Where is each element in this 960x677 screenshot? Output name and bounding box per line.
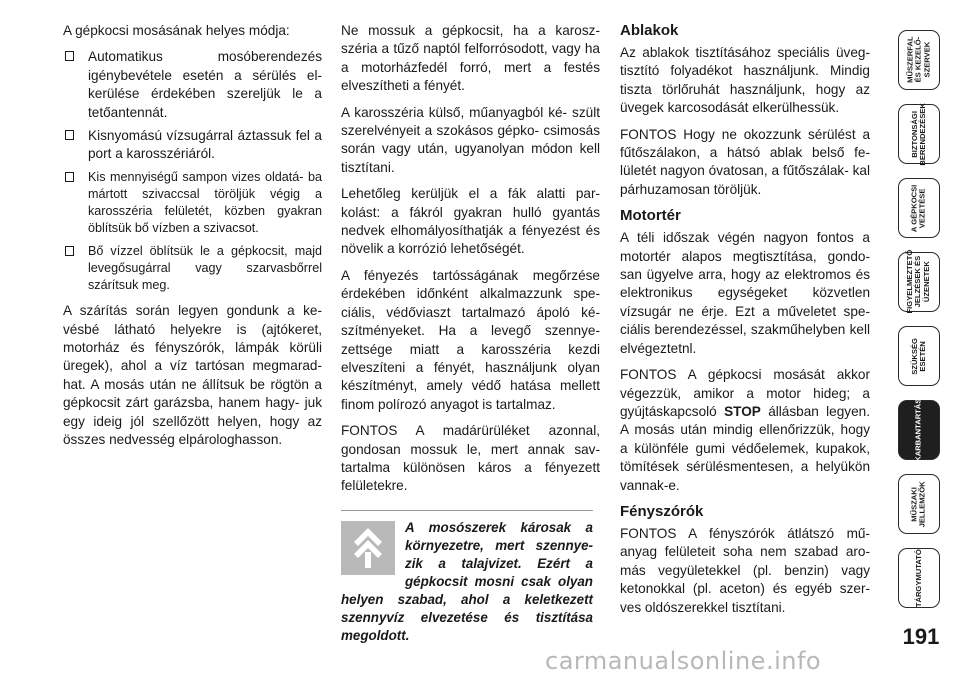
checkbox-bullet-icon bbox=[65, 246, 74, 256]
drying-paragraph: A szárítás során legyen gondunk a ke- vésbé látható helyekre is (ajtókeret, motorház és fényszórók, lámpák körüli üregek), ahol a víz tartósan megmarad- hat. A mosás után ne állítsuk be rögtön a gépkocsit zárt garázsba, hanem hagy- juk egy ideig jól szellőzött helyen, hogy az összes nedvesség elpárologhasson. bbox=[63, 303, 322, 448]
heading-headlights: Fényszórók bbox=[620, 502, 704, 520]
tab-emergency[interactable]: SZÜKSÉG ESETÉN bbox=[898, 326, 940, 386]
paragraph: Az ablakok tisztításához speciális üveg- tisztító folyadékot használjunk. Mindig tiszta törlőruhát használjunk, hogy az üvegek karcosodását elkerülhessük. bbox=[620, 45, 870, 116]
watermark: carmanualsonline.info bbox=[545, 647, 822, 675]
paragraph: A karosszéria külső, műanyagból ké- szült szerelvényeit a szokásos gépko- csimosás során vagy után, ugyanolyan módon kell tisztítani. bbox=[341, 104, 600, 175]
tab-driving[interactable]: A GÉPKOCSI VEZETÉSE bbox=[898, 178, 940, 238]
paragraph: FONTOS A madárürüléket azonnal, gondosan mossuk le, mert annak sav- tartalma különösen káros a fényezett felületekre. bbox=[341, 423, 600, 494]
paragraph: Lehetőleg kerüljük el a fák alatti par- kolást: a fákról gyakran hulló gyantás nedvek elhomályosíthatják a fényezést és növelik a korrózió lehetőségét. bbox=[341, 186, 600, 257]
tab-warnings[interactable]: FIGYELMEZTETŐ JELZÉSEK ÉS ÜZENETEK bbox=[898, 252, 940, 312]
checkbox-bullet-icon bbox=[65, 51, 74, 61]
list-item: Kis mennyiségű sampon vizes oldatá- ba mártott szivaccsal töröljük végig a karosszéria felületét, közben gyakran öblítsük bő vízben a szivacsot. bbox=[63, 169, 322, 238]
stop-label: STOP bbox=[724, 403, 761, 419]
warning-text: A mosószerek károsak a környezetre, mert szennye- zik a talajvizet. Ezért a gépkocsit mosni csak olyan helyen szabad, ahol a keletkezett szennyvíz elvezetése és tisztítása megoldott. bbox=[341, 520, 593, 643]
paragraph: FONTOS Hogy ne okozzunk sérülést a fűtőszálakon, a hátsó ablak belső fe- lületét nagyon óvatosan, a fűtőszálak- kal párhuzamosan töröljük. bbox=[620, 126, 870, 197]
tab-index[interactable]: TÁRGYMUTATÓ bbox=[898, 548, 940, 608]
paragraph: Ne mossuk a gépkocsit, ha a karosz- széria a tűző naptól felforrósodott, vagy ha a motorházfedél forró, mert a festés elveszítheti a fényét. bbox=[341, 23, 600, 94]
wash-steps-list bbox=[63, 48, 322, 294]
environment-warning-icon bbox=[341, 521, 395, 575]
tab-specifications[interactable]: MŰSZAKI JELLEMZŐK bbox=[898, 474, 940, 534]
paragraph: FONTOS A gépkocsi mosását akkor végezzük, amikor a motor hideg; a gyújtáskapcsoló STOP állásban legyen. A mosás után mindig ellenőrizzük, hogy a különféle gumi védőelemek, kupakok, tömítések sérülésmentesen, a helyükön vannak-e. bbox=[620, 367, 870, 493]
heading-engine-bay: Motortér bbox=[620, 207, 681, 225]
column-middle bbox=[341, 22, 600, 504]
heading-windows: Ablakok bbox=[620, 22, 679, 39]
tab-safety[interactable]: BIZTONSÁGI BERENDEZÉSEK bbox=[898, 104, 940, 164]
tab-dashboard[interactable]: MŰSZERFAL ÉS KEZELŐ- SZERVEK bbox=[898, 30, 940, 90]
paragraph: A téli időszak végén nagyon fontos a motortér alapos megtisztítása, gondo- san ügyelve arra, hogy az elektromos és elektronikus egységeket közvetlen vízsugár ne érje. Ezt a műveletet spe- ciális berendezéssel, szakműhelyben kell elvégeztetnl. bbox=[620, 230, 870, 356]
list-item: Bő vízzel öblítsük le a gépkocsit, majd levegősugárral vagy szarvasbőrrel szárítsuk meg. bbox=[63, 243, 322, 295]
paragraph: A fényezés tartósságának megőrzése érdekében időnként alkalmazzunk spe- ciális, védőviaszt tartalmazó ápoló ké- szítményeket. Ha a levegő szennye- zettsége miatt a karosszéria kezdi elveszíteni a fényét, használjunk olyan készítményt, amely védő hatása mellett finom polírozó anyagot is tartalmaz. bbox=[341, 267, 600, 412]
column-left bbox=[63, 22, 322, 458]
intro-text: A gépkocsi mosásának helyes módja: bbox=[63, 23, 290, 38]
column-right bbox=[620, 22, 870, 625]
paragraph: FONTOS A fényszórók átlátszó mű- anyag felületeit soha nem szabad aro- más vegyületekkel (pl. benzin) vagy ketonokkal (pl. aceton) és egyéb szer- ves oldószerekkel tisztítani. bbox=[620, 525, 870, 615]
page-number: 191 bbox=[902, 624, 940, 649]
checkbox-bullet-icon bbox=[65, 130, 74, 140]
checkbox-bullet-icon bbox=[65, 172, 74, 182]
environment-warning bbox=[341, 510, 593, 645]
tab-maintenance[interactable]: KARBANTARTÁS bbox=[898, 400, 940, 460]
list-item: Automatikus mosóberendezés igénybevétele esetén a sérülés el- kerülése érdekében szereljük le a tetőantennát. bbox=[63, 48, 322, 122]
list-item: Kisnyomású vízsugárral áztassuk fel a port a karosszériáról. bbox=[63, 127, 322, 164]
